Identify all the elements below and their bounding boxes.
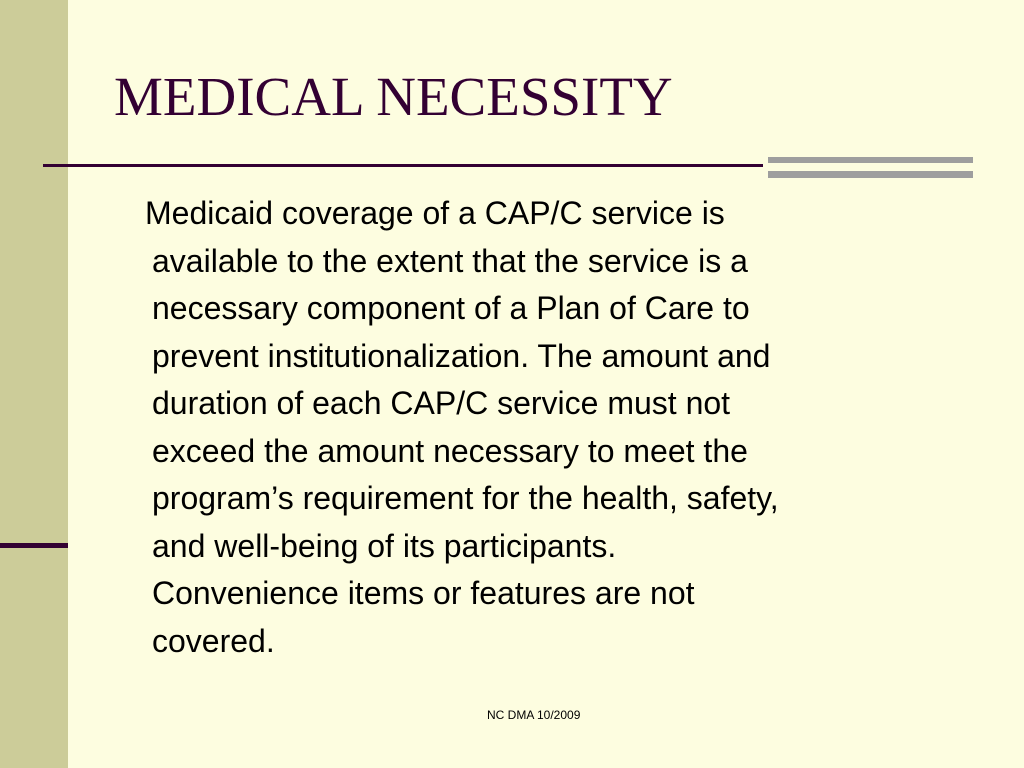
body-line: duration of each CAP/C service must not — [152, 385, 731, 421]
slide-body — [145, 190, 952, 665]
slide-title: MEDICAL NECESSITY — [114, 66, 673, 127]
side-band — [0, 0, 68, 768]
body-line: exceed the amount necessary to meet the — [152, 432, 748, 469]
body-line: Medicaid coverage of a CAP/C service is — [145, 195, 725, 231]
body-line: Convenience items or features are not — [152, 575, 695, 611]
side-accent-bar — [0, 543, 68, 548]
divider-accent-top — [768, 157, 973, 163]
body-line: available to the extent that the service is a — [152, 242, 748, 279]
divider-accent-bottom — [768, 171, 973, 178]
body-line: covered. — [152, 622, 275, 659]
body-line: prevent institutionalization. The amount and — [152, 337, 771, 374]
body-line: program’s requirement for the health, safety, — [152, 480, 779, 516]
body-line: necessary component of a Plan of Care to — [152, 290, 750, 326]
slide-footer: NC DMA 10/2009 — [487, 708, 581, 722]
body-line: and well-being of its participants. — [152, 527, 617, 564]
title-divider — [43, 164, 763, 167]
